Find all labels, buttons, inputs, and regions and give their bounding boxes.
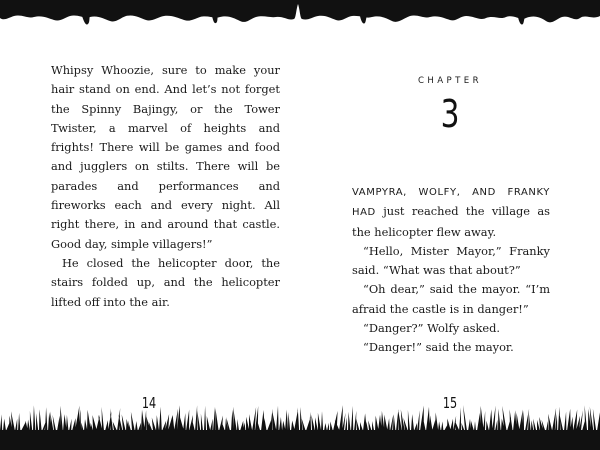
right-paragraph-4: “Danger?” Wolfy asked. (363, 321, 501, 336)
right-paragraph-3: “Oh dear,” said the mayor. “I’m afraid the castle is in danger!” (352, 282, 550, 316)
chapter-number: 3 (440, 92, 460, 136)
page-number-left: 14 (141, 394, 157, 412)
chapter-lead-in-caps: VAMPYRA, WOLFY, AND FRANKY HAD (352, 187, 550, 219)
right-page-body (352, 182, 550, 358)
right-paragraph-5: “Danger!” said the mayor. (363, 340, 514, 355)
page-number-right: 15 (442, 394, 458, 412)
left-paragraph-1: Whipsy Whoozie, sure to make your hair stand on end. And let’s not forget the Spinny Bajingy, or the Tower Twister, a marvel of heights and frights! There will be games and food and jugglers on stilts. There will be parades and performances and fireworks each and every night. All right there, in and around that castle. Good day, simple villagers!” (51, 63, 280, 251)
right-paragraph-1 (352, 182, 550, 242)
left-page-body (51, 61, 280, 312)
left-paragraph-2: He closed the helicopter door, the stairs folded up, and the helicopter lifted off into the air. (51, 255, 280, 309)
right-page (300, 0, 600, 450)
right-paragraph-2: “Hello, Mister Mayor,” Franky said. “What was that about?” (352, 243, 550, 278)
chapter-label: CHAPTER (418, 76, 482, 86)
chapter-lead-in-rest: just reached the village as the helicopter flew away. (352, 204, 550, 239)
